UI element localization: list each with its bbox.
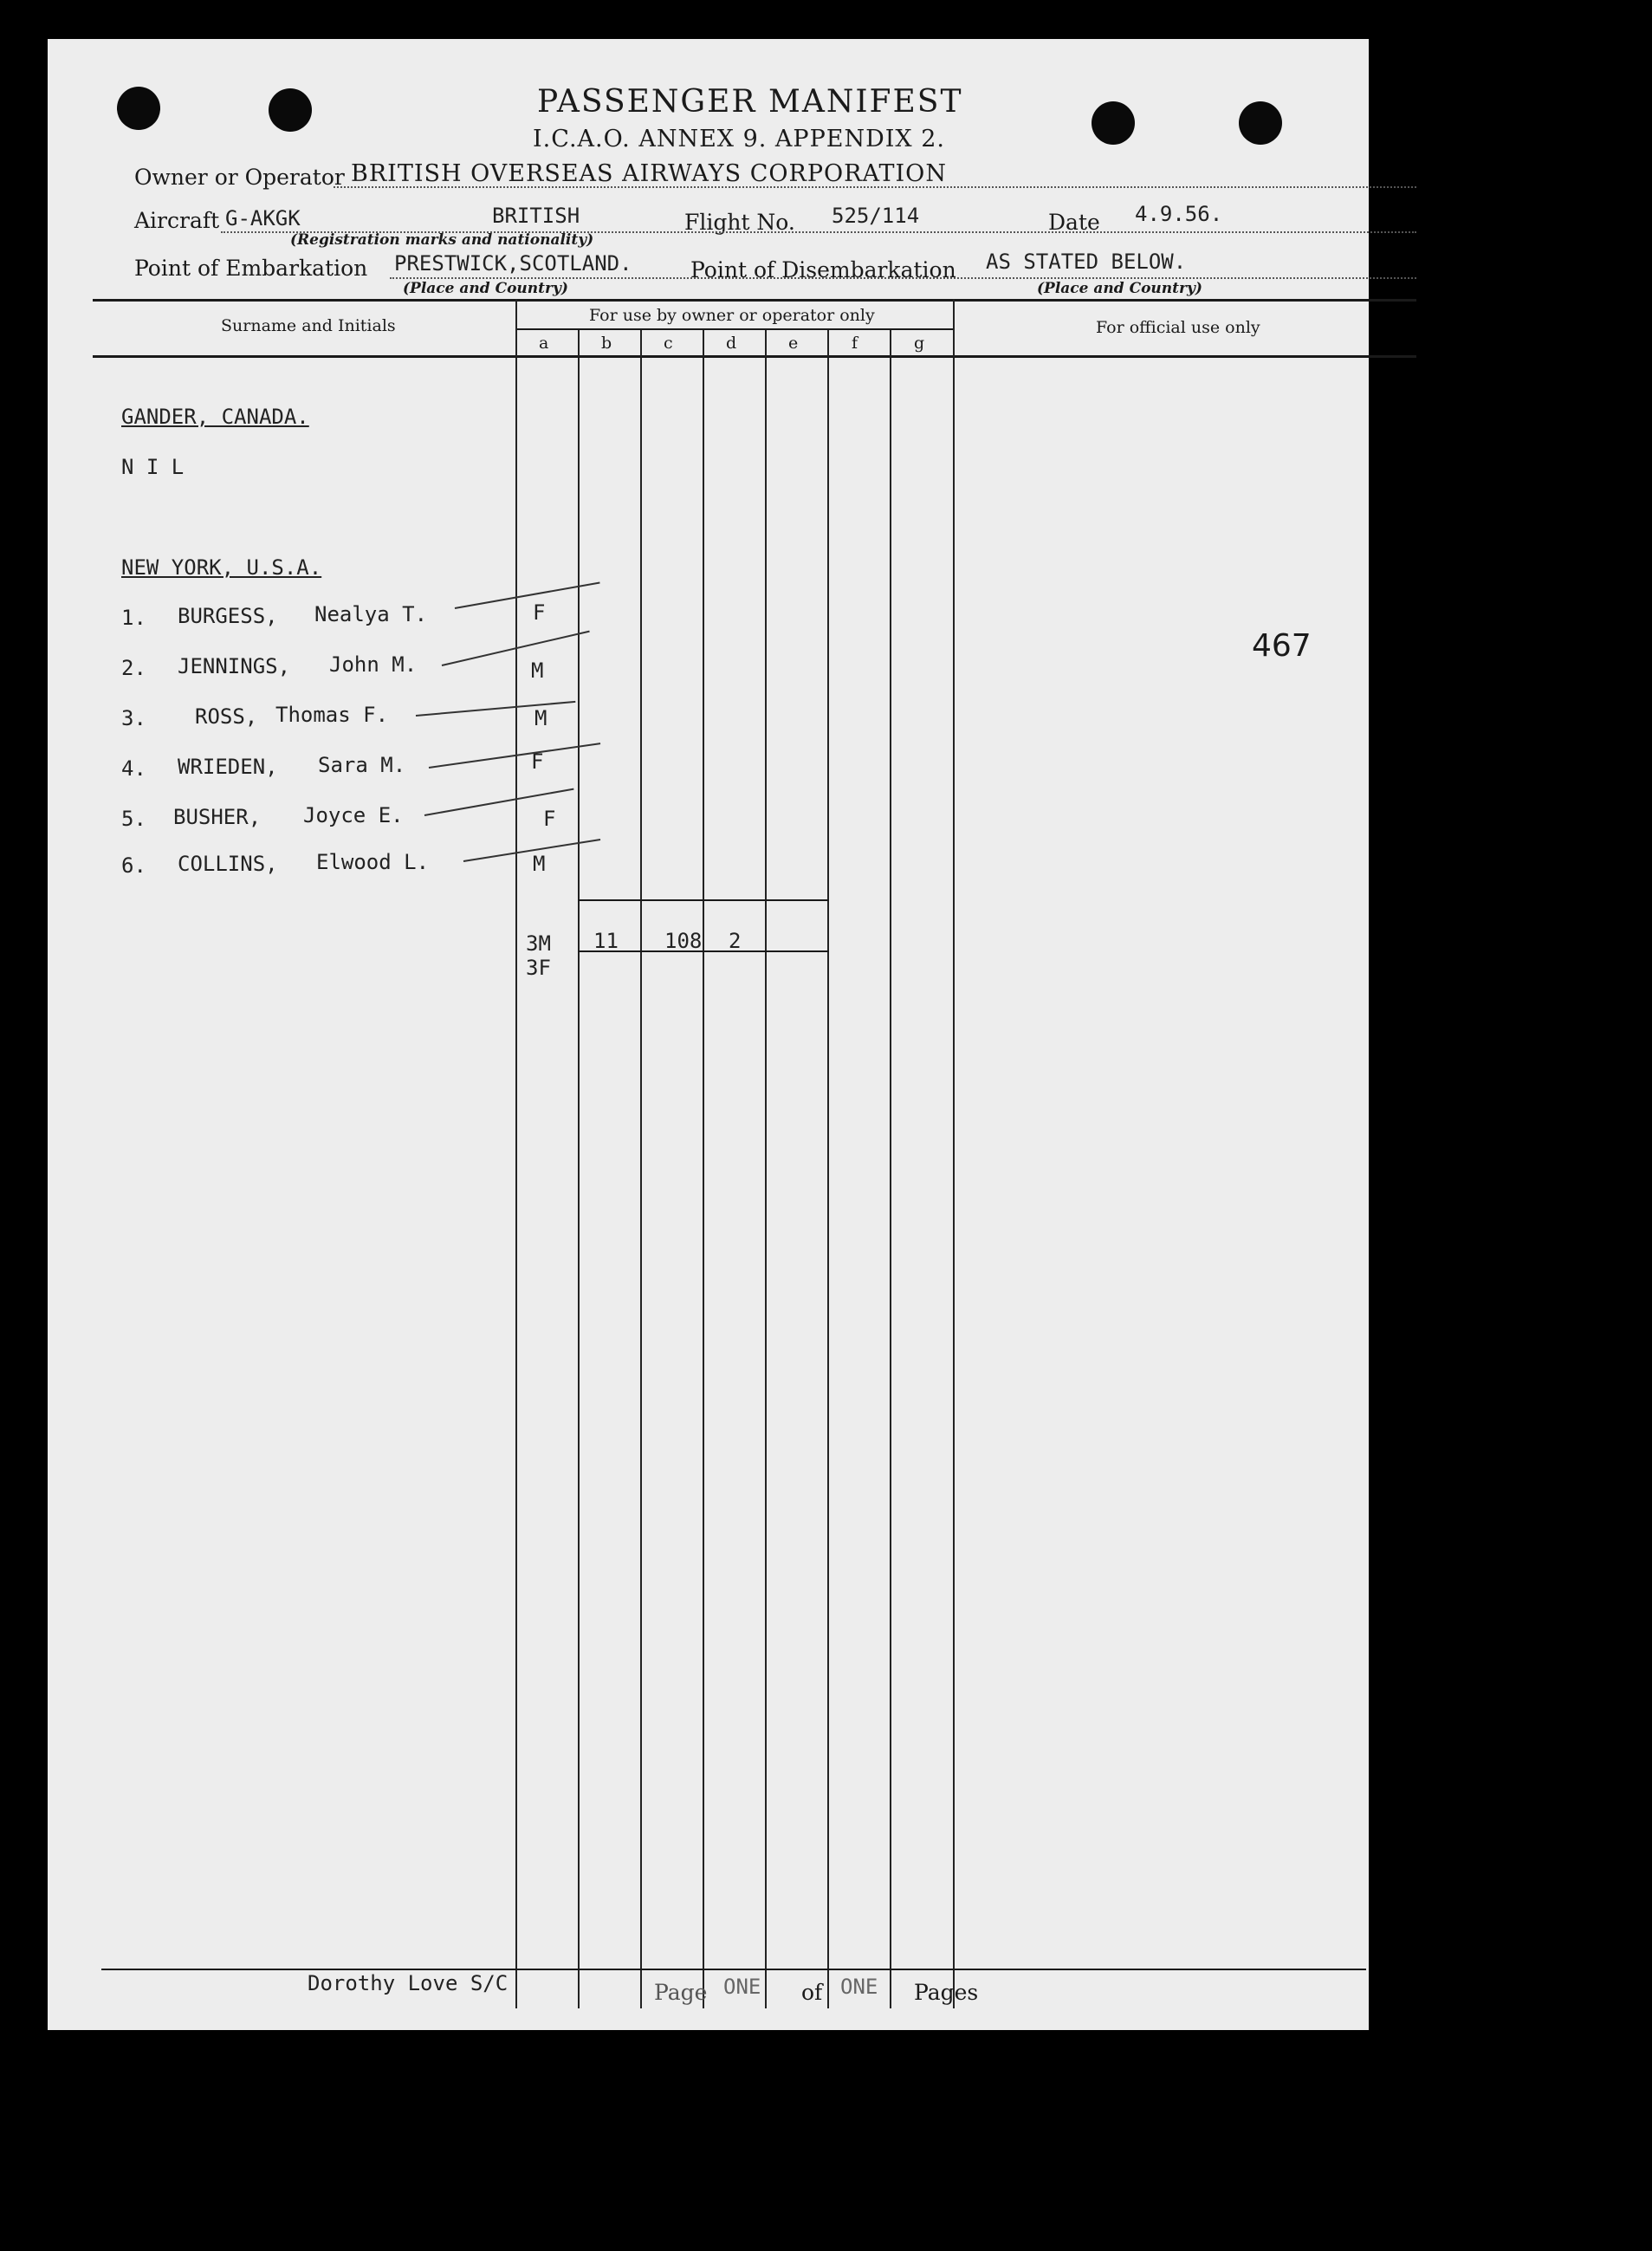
official-number: 467 [1252, 628, 1312, 664]
operator-header: For use by owner or operator only [589, 306, 875, 325]
passenger-5-num: 5. [121, 807, 146, 831]
passenger-2-num: 2. [121, 656, 146, 680]
table-header-rule [93, 355, 1416, 358]
destination-new-york: NEW YORK, U.S.A. [121, 555, 322, 580]
total-c: 108 [664, 929, 703, 953]
embark-label: Point of Embarkation [134, 256, 368, 281]
column-divider [890, 358, 891, 2008]
passenger-5-given: Joyce E. [303, 803, 404, 827]
punch-hole [117, 87, 160, 130]
punch-hole [1239, 101, 1282, 145]
passenger-1-surname: BURGESS, [178, 604, 278, 628]
column-divider [515, 358, 517, 2008]
passenger-6-given: Elwood L. [316, 850, 430, 874]
gander-nil: N I L [121, 455, 185, 479]
date-value: 4.9.56. [1135, 202, 1223, 226]
passenger-1-sex: F [533, 600, 546, 625]
col-header-d: d [726, 334, 737, 353]
passenger-3-sex: M [534, 706, 547, 730]
column-divider [953, 299, 955, 357]
aircraft-note: (Registration marks and nationality) [290, 231, 594, 249]
pen-tick-mark [416, 701, 575, 717]
embark-value: PRESTWICK,SCOTLAND. [394, 251, 632, 276]
passenger-5-sex: F [543, 807, 556, 831]
of-value: ONE [840, 1975, 878, 1999]
form-subtitle: I.C.A.O. ANNEX 9. APPENDIX 2. [533, 126, 945, 152]
total-d: 2 [729, 929, 742, 953]
owner-label: Owner or Operator [134, 165, 345, 190]
passenger-1-num: 1. [121, 606, 146, 630]
form-title: PASSENGER MANIFEST [537, 84, 963, 120]
footer-rule [101, 1969, 1366, 1970]
col-header-e: e [788, 334, 799, 353]
column-divider [703, 330, 704, 357]
passenger-3-num: 3. [121, 706, 146, 730]
disembark-note: (Place and Country) [1037, 280, 1202, 297]
col-header-g: g [914, 334, 925, 353]
total-female: 3F [526, 956, 551, 980]
punch-hole [1092, 101, 1135, 145]
embark-note: (Place and Country) [403, 280, 568, 297]
passenger-1-given: Nealya T. [314, 602, 428, 626]
passenger-6-sex: M [533, 852, 546, 876]
passenger-6-surname: COLLINS, [178, 852, 278, 876]
official-header: For official use only [1096, 318, 1260, 337]
page-label: Page [654, 1980, 708, 2005]
destination-gander: GANDER, CANADA. [121, 405, 309, 429]
date-label: Date [1048, 210, 1100, 235]
col-header-a: a [539, 334, 549, 353]
aircraft-label: Aircraft [134, 208, 220, 233]
column-divider [953, 358, 955, 2008]
column-divider [765, 358, 767, 2008]
passenger-3-given: Thomas F. [275, 703, 389, 727]
signature: Dorothy Love S/C [308, 1971, 509, 1995]
column-divider [640, 358, 642, 2008]
operator-subrule [515, 328, 953, 330]
column-divider [890, 330, 891, 357]
column-divider [827, 330, 829, 357]
subtotal-rule [578, 899, 829, 901]
passenger-4-given: Sara M. [318, 753, 406, 777]
pages-label: Pages [914, 1980, 979, 2005]
passenger-4-surname: WRIEDEN, [178, 755, 278, 779]
column-divider [578, 358, 580, 2008]
column-divider [515, 299, 517, 357]
table-top-rule [93, 299, 1416, 302]
aircraft-nationality: BRITISH [492, 204, 580, 228]
col-header-c: c [664, 334, 673, 353]
owner-value: BRITISH OVERSEAS AIRWAYS CORPORATION [351, 160, 947, 187]
flight-value: 525/114 [832, 204, 920, 228]
pen-tick-mark [463, 839, 600, 862]
total-b: 11 [593, 929, 619, 953]
flight-label: Flight No. [684, 210, 795, 235]
column-divider [703, 358, 704, 2008]
column-divider [640, 330, 642, 357]
passenger-3-surname: ROSS, [195, 704, 258, 729]
col-header-f: f [852, 334, 858, 353]
passenger-2-sex: M [531, 658, 544, 683]
column-divider [827, 358, 829, 2008]
passenger-2-given: John M. [329, 652, 418, 677]
passenger-2-surname: JENNINGS, [178, 654, 291, 678]
column-divider [765, 330, 767, 357]
passenger-4-sex: F [531, 749, 544, 774]
punch-hole [269, 88, 312, 132]
embark-line [390, 277, 1416, 279]
aircraft-reg: G-AKGK [225, 206, 301, 230]
disembark-value: AS STATED BELOW. [986, 250, 1187, 274]
passenger-5-surname: BUSHER, [173, 805, 262, 829]
page-value: ONE [723, 1975, 761, 1999]
total-male: 3M [526, 931, 551, 956]
surname-header: Surname and Initials [221, 316, 396, 335]
col-header-b: b [601, 334, 612, 353]
passenger-6-num: 6. [121, 853, 146, 878]
column-divider [578, 330, 580, 357]
disembark-label: Point of Disembarkation [690, 257, 956, 282]
of-label: of [801, 1980, 823, 2005]
passenger-4-num: 4. [121, 756, 146, 781]
manifest-page [48, 39, 1369, 2030]
